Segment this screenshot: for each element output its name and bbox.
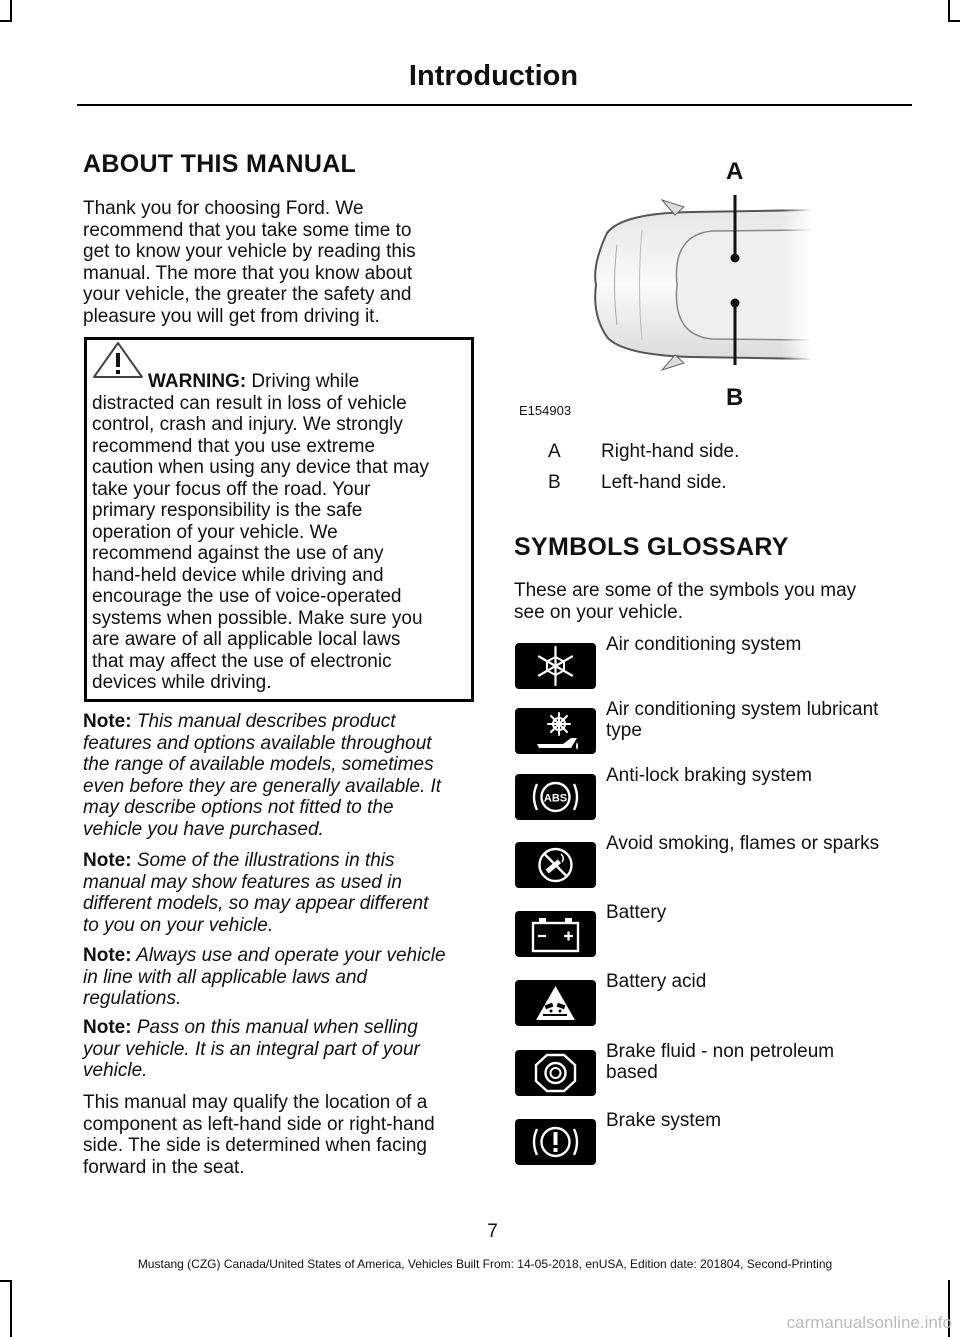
symbol-label: [606, 765, 911, 786]
text-line: to you on your vehicle.: [83, 914, 274, 936]
text-line: take your focus off the road. Your: [92, 478, 371, 500]
text-line: operation of your vehicle. We: [92, 521, 338, 543]
text-line: control, crash and injury. We strongly: [92, 414, 403, 435]
crop-mark: [0, 1280, 12, 1282]
text-line: that may affect the use of electronic: [92, 650, 392, 672]
text-line: component as left-hand side or right-hand: [83, 1113, 435, 1135]
ac-lubricant-icon: [515, 708, 596, 754]
legend-row-a: [548, 441, 898, 463]
text-line: hand-held device while driving and: [92, 564, 384, 586]
symbol-tile: [515, 911, 596, 957]
text-line: These are some of the symbols you may: [514, 580, 857, 601]
symbol-tile: [515, 708, 596, 754]
page-number: 7: [487, 1221, 498, 1242]
text-line: recommend against the use of any: [92, 543, 384, 564]
text-line: This manual may qualify the location of a: [83, 1092, 428, 1113]
text-line: Avoid smoking, flames or sparks: [606, 833, 880, 854]
glossary-intro: [514, 580, 914, 623]
crop-mark: [948, 0, 950, 20]
snowflake-icon: [515, 643, 596, 689]
text-line: based: [606, 1062, 658, 1083]
legend-text: Right-hand side.: [601, 441, 740, 462]
symbol-tile: [515, 1119, 596, 1165]
brake-fluid-icon: [515, 1050, 596, 1096]
text-line: recommend that you take some time to: [83, 219, 412, 241]
symbol-label: [606, 1041, 911, 1083]
text-line: your vehicle. It is an integral part of your: [83, 1038, 420, 1060]
text-line: devices while driving.: [92, 672, 272, 693]
symbol-tile: [515, 643, 596, 689]
battery-acid-icon: [515, 980, 596, 1026]
text-line: get to know your vehicle by reading this: [83, 241, 416, 262]
text-line: the range of available models, sometimes: [83, 754, 434, 775]
text-line: type: [606, 720, 642, 741]
note-label: Note:: [83, 1017, 132, 1038]
header-rule: [77, 104, 912, 106]
symbol-label: [606, 971, 911, 992]
symbol-label: [606, 699, 911, 741]
text-line: manual. The more that you know about: [83, 262, 413, 284]
note-2: [83, 850, 478, 936]
text-line: side. The side is determined when facing: [83, 1135, 427, 1156]
side-explanation: [83, 1092, 483, 1178]
abs-icon: [515, 774, 596, 820]
note-label: Note:: [83, 945, 132, 966]
text-line: caution when using any device that may: [92, 457, 429, 478]
vehicle-side-figure: [512, 155, 812, 418]
legend-text: Left-hand side.: [601, 472, 727, 493]
text-line: Always use and operate your vehicle: [131, 945, 446, 966]
note-label: Note:: [83, 850, 132, 871]
text-line: Anti-lock braking system: [606, 765, 812, 786]
text-line: Pass on this manual when selling: [131, 1017, 418, 1038]
text-line: Battery acid: [606, 971, 707, 992]
text-line: systems when possible. Make sure you: [92, 607, 423, 629]
text-line: your vehicle, the greater the safety and: [83, 284, 412, 305]
text-line: are aware of all applicable local laws: [92, 629, 401, 650]
glossary-heading: SYMBOLS GLOSSARY: [514, 533, 789, 561]
symbol-tile: [515, 842, 596, 888]
text-line: Thank you for choosing Ford. We: [83, 198, 364, 219]
text-line: encourage the use of voice-operated: [92, 586, 402, 607]
symbol-tile: [515, 1050, 596, 1096]
text-line: may describe options not fitted to the: [83, 797, 394, 818]
crop-mark: [948, 20, 960, 22]
crop-mark: [0, 20, 12, 22]
text-line: in line with all applicable laws and: [83, 966, 368, 988]
note-4: [83, 1017, 478, 1082]
text-line: Air conditioning system lubricant: [606, 699, 879, 720]
edition-info: Mustang (CZG) Canada/United States of America, Vehicles Built From: 14-05-2018, enUSA, Edition date: 201804, Second-Printing: [137, 1257, 833, 1271]
crop-mark: [10, 0, 12, 20]
battery-icon: [515, 911, 596, 957]
symbol-label: [606, 634, 911, 655]
text-line: different models, so may appear different: [83, 893, 429, 914]
about-heading: ABOUT THIS MANUAL: [83, 150, 357, 178]
legend-key: B: [548, 472, 561, 493]
legend-key: A: [548, 441, 561, 462]
note-label: Note:: [83, 711, 132, 732]
warning-text: [87, 371, 471, 694]
figure-label-a: A: [726, 158, 744, 185]
text-line: even before they are generally available. It: [83, 775, 442, 797]
text-line: vehicle.: [83, 1060, 148, 1081]
text-line: regulations.: [83, 988, 182, 1009]
note-3: [83, 945, 478, 1010]
text-line: see on your vehicle.: [514, 601, 683, 623]
text-line: vehicle you have purchased.: [83, 818, 324, 840]
watermark: carmanualsonline.info: [786, 1313, 952, 1332]
page-title: Introduction: [408, 60, 579, 92]
text-line: forward in the seat.: [83, 1156, 245, 1178]
note-1: [83, 711, 478, 840]
text-line: Brake system: [606, 1110, 722, 1131]
text-line: Air conditioning system: [606, 634, 802, 655]
about-intro: [83, 198, 473, 327]
warning-box: [84, 337, 474, 702]
text-line: Some of the illustrations in this: [131, 850, 395, 871]
symbol-label: [606, 902, 911, 923]
svg-text:ABS: ABS: [543, 792, 568, 805]
symbol-tile: [515, 980, 596, 1026]
text-line: features and options available throughout: [83, 732, 432, 754]
symbol-tile: [515, 774, 596, 820]
text-line: pleasure you will get from driving it.: [83, 305, 380, 327]
figure-label-b: B: [726, 384, 744, 411]
text-line: manual may show features as used in: [83, 871, 402, 893]
brake-system-icon: [515, 1119, 596, 1165]
text-line: distracted can result in loss of vehicle: [92, 392, 407, 414]
symbol-label: [606, 833, 911, 854]
text-line: Driving while: [246, 371, 360, 392]
no-smoking-icon: [515, 842, 596, 888]
figure-code: E154903: [519, 403, 572, 418]
legend-row-b: [548, 472, 898, 494]
car-top-view-illustration: [512, 155, 812, 405]
text-line: recommend that you use extreme: [92, 435, 376, 457]
warning-label: WARNING:: [148, 371, 247, 392]
text-line: This manual describes product: [131, 711, 396, 732]
symbol-label: [606, 1110, 911, 1131]
text-line: primary responsibility is the safe: [92, 500, 363, 521]
crop-mark: [10, 1280, 12, 1337]
text-line: Battery: [606, 902, 667, 923]
text-line: Brake fluid - non petroleum: [606, 1041, 835, 1062]
